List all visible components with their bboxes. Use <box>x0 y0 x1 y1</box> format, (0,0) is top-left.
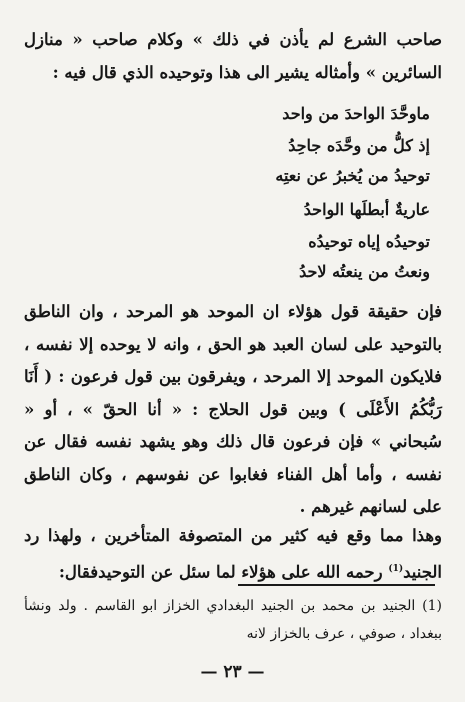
footnote-divider <box>238 584 435 586</box>
verse-line-3: توحيدُ من يُخبرُ عن نعتِه <box>275 166 430 185</box>
verse-line-5: توحيدُه إياه توحيدُه <box>308 232 430 251</box>
verse-line-2: إذ كلُّ من وحَّدَه جاحِدُ <box>288 136 430 155</box>
verse-line-4: عاريةٌ أبطلَها الواحدُ <box>303 200 430 219</box>
paragraph-intro: صاحب الشرع لم يأذن في ذلك » وكلام صاحب « منازل السائرين » وأمثاله يشير الى هذا وتوحيده الذي قال فيه : <box>24 30 442 82</box>
paragraph-explanation: فإن حقيقة قول هؤلاء ان الموحد هو المرحد ، وان الناطق بالتوحيد على لسان العبد هو الحق ، وانه لا يوحده إلا نفسه ، فلايكون الموحد إلا المرحد ، ويفرقون بين قول فرعون : ( أَنَا رَبُّكُمُ الأَعْلَى ) وبين قول الحلاج : « أنا الحقّ » ، أو « سُبحاني » فإن فرعون قال ذلك وهو يشهد نفسه فقال عن نفسه ، وأما أهل الفناء فغابوا عن نفوسهم ، وكان الناطق على لسانهم غيرهم . <box>24 302 442 516</box>
paragraph-junayd-end: رحمه الله على هؤلاء لما سئل عن التوحيدفقال: <box>58 562 389 581</box>
footnote-text: (1) الجنيد بن محمد بن الجنيد البغدادي الخزاز ابو القاسم . ولد ونشأ ببغداد ، صوفي ، عرف بالخزاز لانه <box>24 598 442 642</box>
verse-line-6: ونعتُ من ينعتُه لاحدُ <box>299 262 430 281</box>
paragraph-junayd-start: وهذا مما وقع فيه كثير من المتصوفة المتأخرين ، ولهذا رد الجنيد <box>24 526 442 581</box>
verse-line-1: ماوحَّدَ الواحدَ من واحد <box>282 104 430 123</box>
paragraph-junayd <box>24 520 442 589</box>
footnote-reference: (1) <box>388 563 404 574</box>
page-number: — ٢٣ — <box>200 662 265 682</box>
